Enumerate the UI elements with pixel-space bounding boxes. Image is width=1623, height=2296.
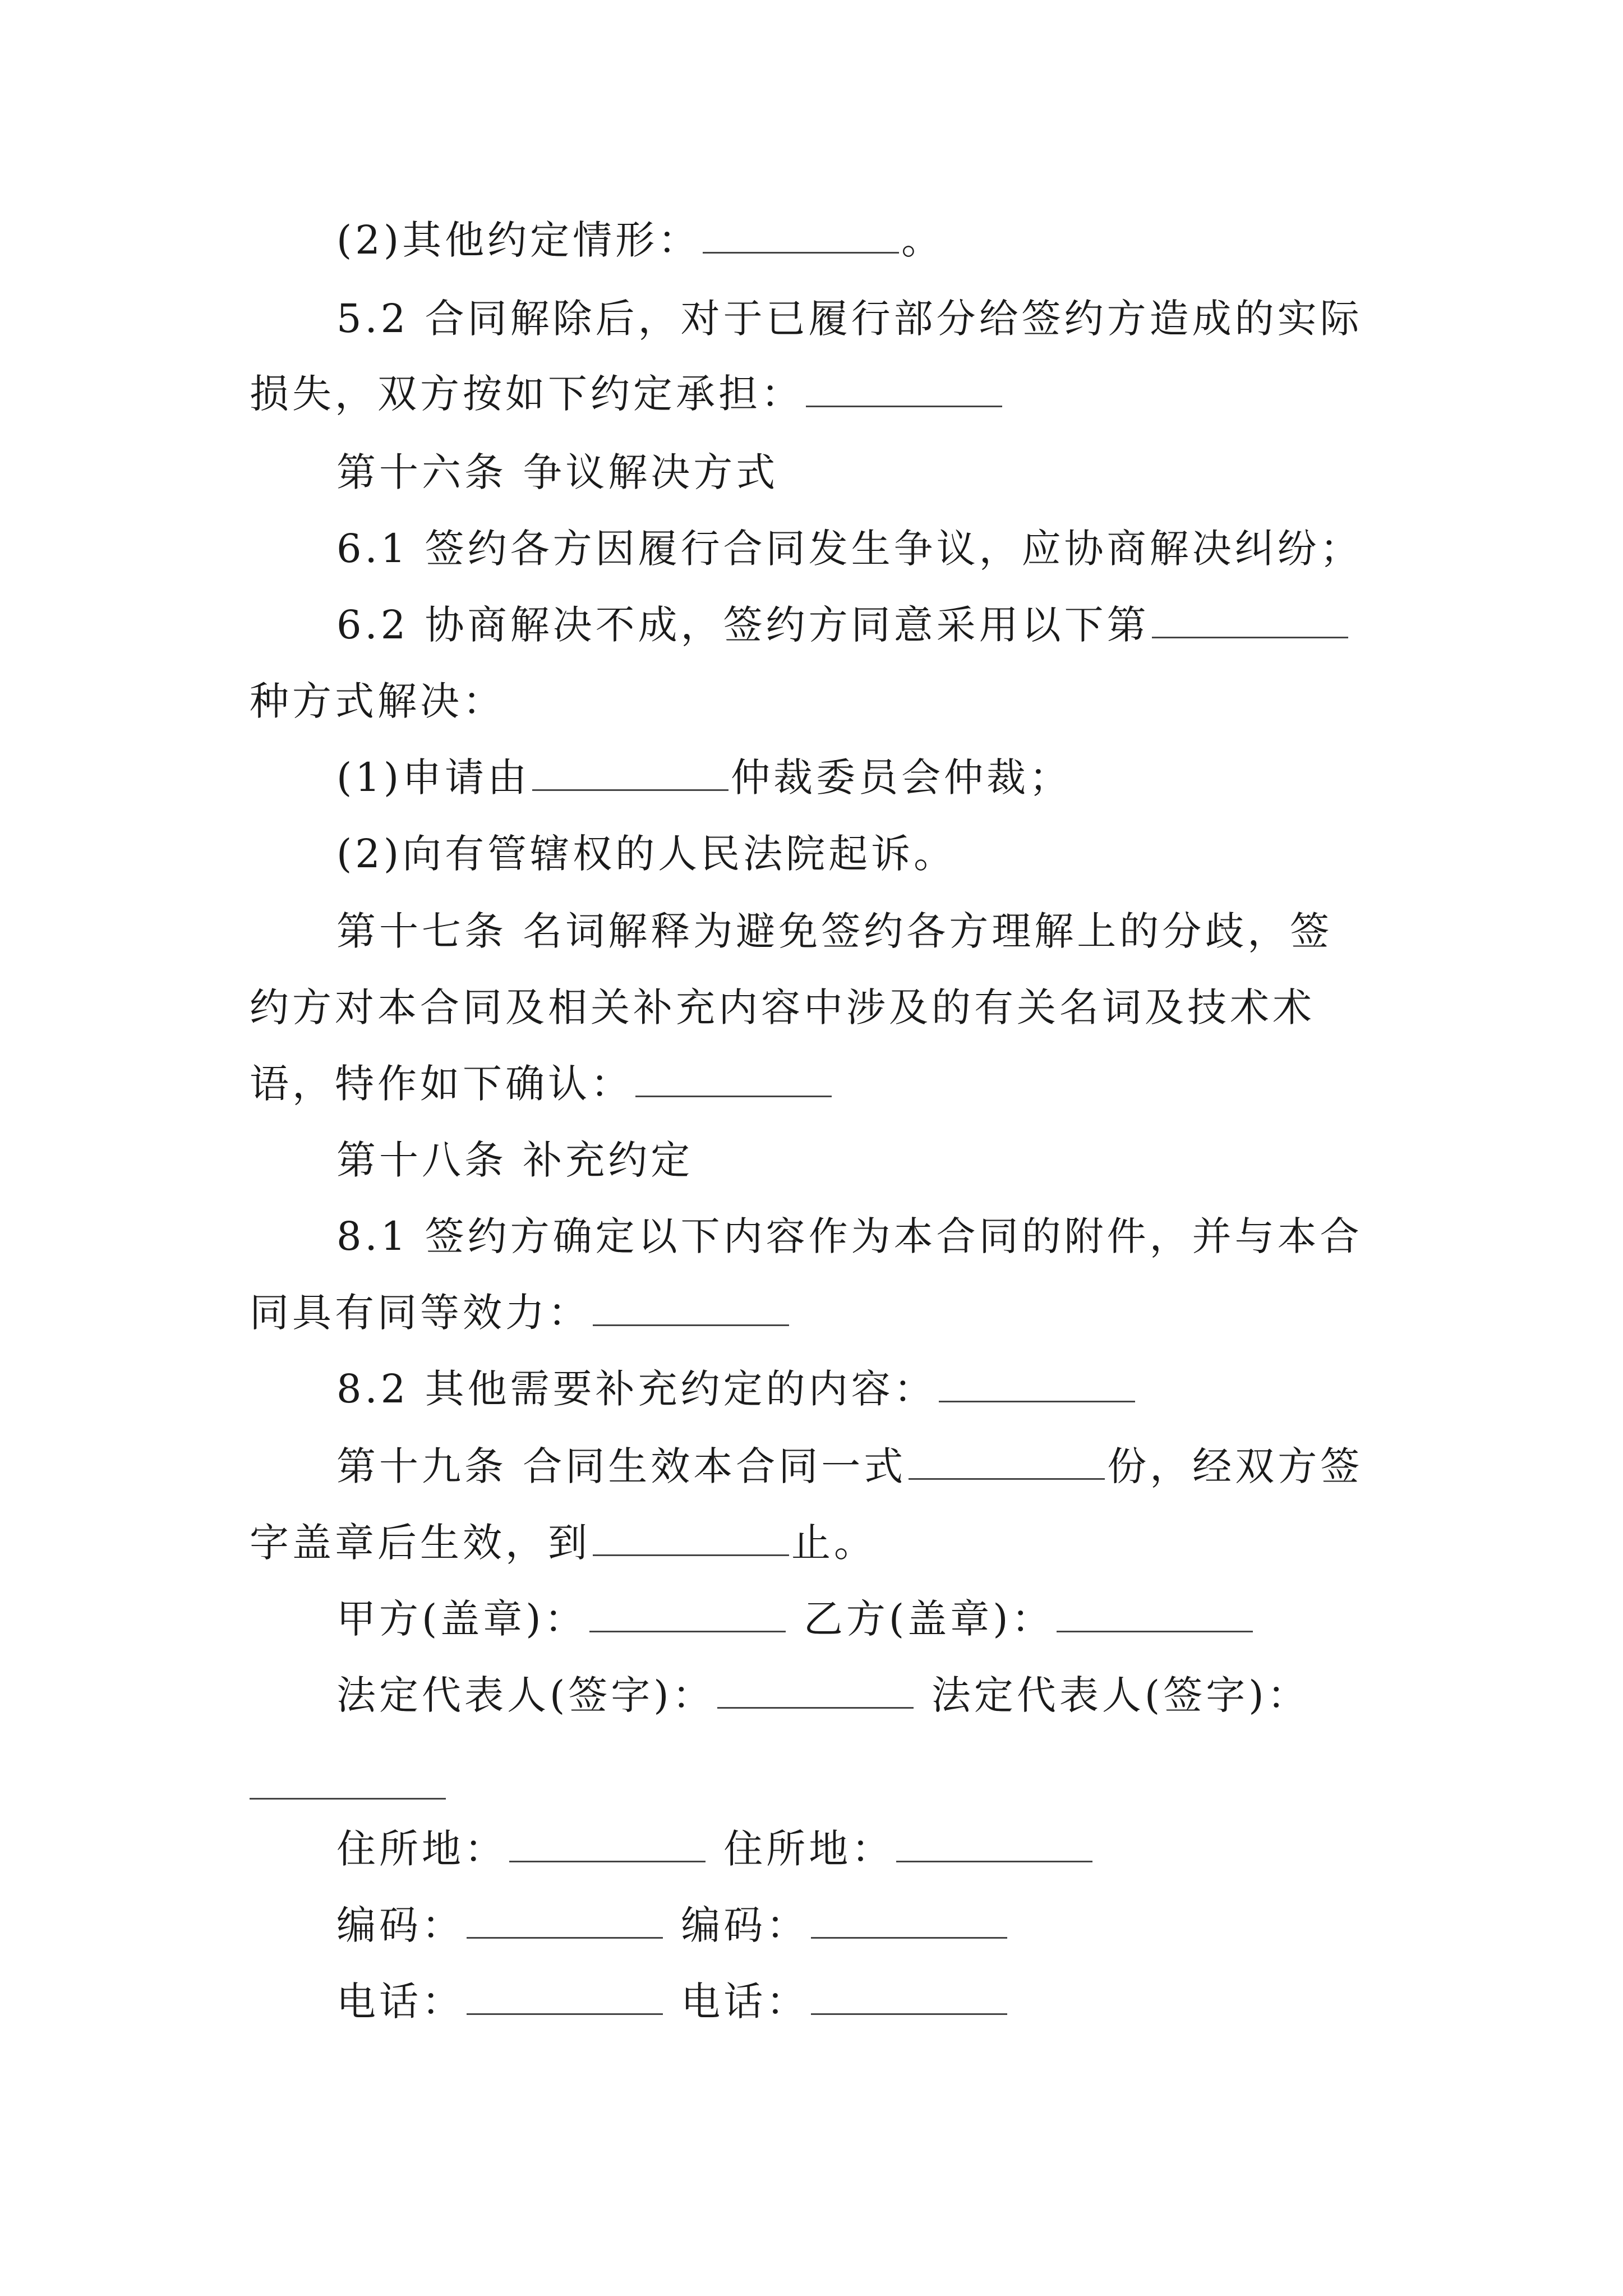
section-title: 第十六条 争议解决方式 — [336, 449, 779, 495]
clause-text: (1)申请由 — [336, 754, 531, 800]
fill-blank — [509, 1826, 706, 1862]
clause-line — [336, 1361, 1137, 1417]
clause-text: 第十七条 名词解释为避免签约各方理解上的分歧，签 — [336, 908, 1333, 954]
clause-line — [336, 1208, 1363, 1264]
fill-blank — [717, 1672, 914, 1709]
fill-blank — [703, 217, 899, 254]
signature-line — [336, 1591, 1255, 1647]
party-b-address-label: 住所地： — [723, 1826, 895, 1872]
fill-blank — [939, 1366, 1135, 1402]
party-b-postcode-label: 编码： — [681, 1902, 809, 1948]
clause-line — [336, 826, 956, 882]
fill-blank — [896, 1826, 1092, 1862]
fill-blank — [250, 1798, 446, 1800]
clause-text: 种方式解决： — [250, 678, 505, 724]
party-b-seal-label: 乙方(盖章)： — [803, 1596, 1054, 1642]
fill-blank — [909, 1443, 1105, 1480]
party-a-seal-label: 甲方(盖章)： — [336, 1596, 587, 1642]
fill-blank — [635, 1061, 832, 1097]
clause-line — [250, 1056, 834, 1112]
clause-text: 第十九条 合同生效本合同一式 — [336, 1443, 907, 1489]
clause-line — [336, 521, 1363, 577]
clause-text: 8.2 其他需要补充约定的内容： — [336, 1366, 937, 1412]
party-a-postcode-label: 编码： — [336, 1902, 464, 1948]
clause-line — [250, 1515, 877, 1571]
clause-text: 损失，双方按如下约定承担： — [250, 371, 804, 417]
clause-line — [250, 979, 1315, 1036]
fill-blank — [806, 371, 1002, 407]
fill-blank — [467, 1978, 663, 2015]
clause-line — [336, 597, 1350, 653]
section-title: 第十八条 补充约定 — [336, 1137, 694, 1183]
party-a-address-label: 住所地： — [336, 1826, 507, 1872]
clause-line — [250, 1285, 791, 1341]
signature-line — [336, 1897, 1009, 1953]
party-a-representative-label: 法定代表人(签字)： — [336, 1672, 715, 1718]
fill-blank — [811, 1978, 1007, 2015]
clause-text: 8.1 签约方确定以下内容作为本合同的附件，并与本合 — [336, 1213, 1363, 1259]
clause-text: 。 — [901, 217, 944, 263]
fill-blank — [532, 754, 728, 791]
fill-blank — [593, 1520, 789, 1556]
clause-text: 止。 — [791, 1520, 877, 1566]
clause-line — [250, 673, 505, 729]
clause-text: 6.2 协商解决不成，签约方同意采用以下第 — [336, 602, 1150, 648]
clause-line — [336, 749, 1072, 806]
clause-text: 语，特作如下确认： — [250, 1061, 633, 1107]
clause-text: 份，经双方签 — [1107, 1443, 1363, 1489]
section-heading — [336, 1132, 693, 1188]
fill-blank — [1057, 1596, 1253, 1632]
clause-line — [336, 291, 1363, 347]
signature-line — [336, 1973, 1009, 2030]
party-a-phone-label: 电话： — [336, 1978, 464, 2024]
signature-line — [336, 1821, 1095, 1877]
clause-text: (2)向有管辖权的人民法院起诉。 — [336, 831, 957, 877]
clause-line — [336, 212, 944, 268]
fill-blank — [811, 1902, 1007, 1939]
clause-text: 同具有同等效力： — [250, 1290, 591, 1336]
signature-line — [336, 1667, 1310, 1723]
section-heading — [336, 444, 778, 500]
clause-text: 6.1 签约各方因履行合同发生争议，应协商解决纠纷； — [336, 526, 1363, 572]
party-b-representative-label: 法定代表人(签字)： — [931, 1672, 1310, 1718]
fill-blank — [589, 1596, 786, 1632]
clause-text: 字盖章后生效，到 — [250, 1520, 591, 1566]
section-heading — [336, 903, 1332, 959]
fill-blank — [1152, 602, 1348, 638]
party-b-phone-label: 电话： — [681, 1978, 809, 2024]
clause-text: 仲裁委员会仲裁； — [731, 754, 1072, 800]
clause-line — [250, 366, 1004, 422]
section-heading — [336, 1438, 1363, 1494]
clause-text: 约方对本合同及相关补充内容中涉及的有关名词及技术术 — [250, 984, 1315, 1030]
clause-text: (2)其他约定情形： — [336, 217, 701, 263]
clause-text: 5.2 合同解除后，对于已履行部分给签约方造成的实际 — [336, 296, 1363, 342]
fill-blank — [467, 1902, 663, 1939]
fill-blank — [593, 1290, 789, 1326]
